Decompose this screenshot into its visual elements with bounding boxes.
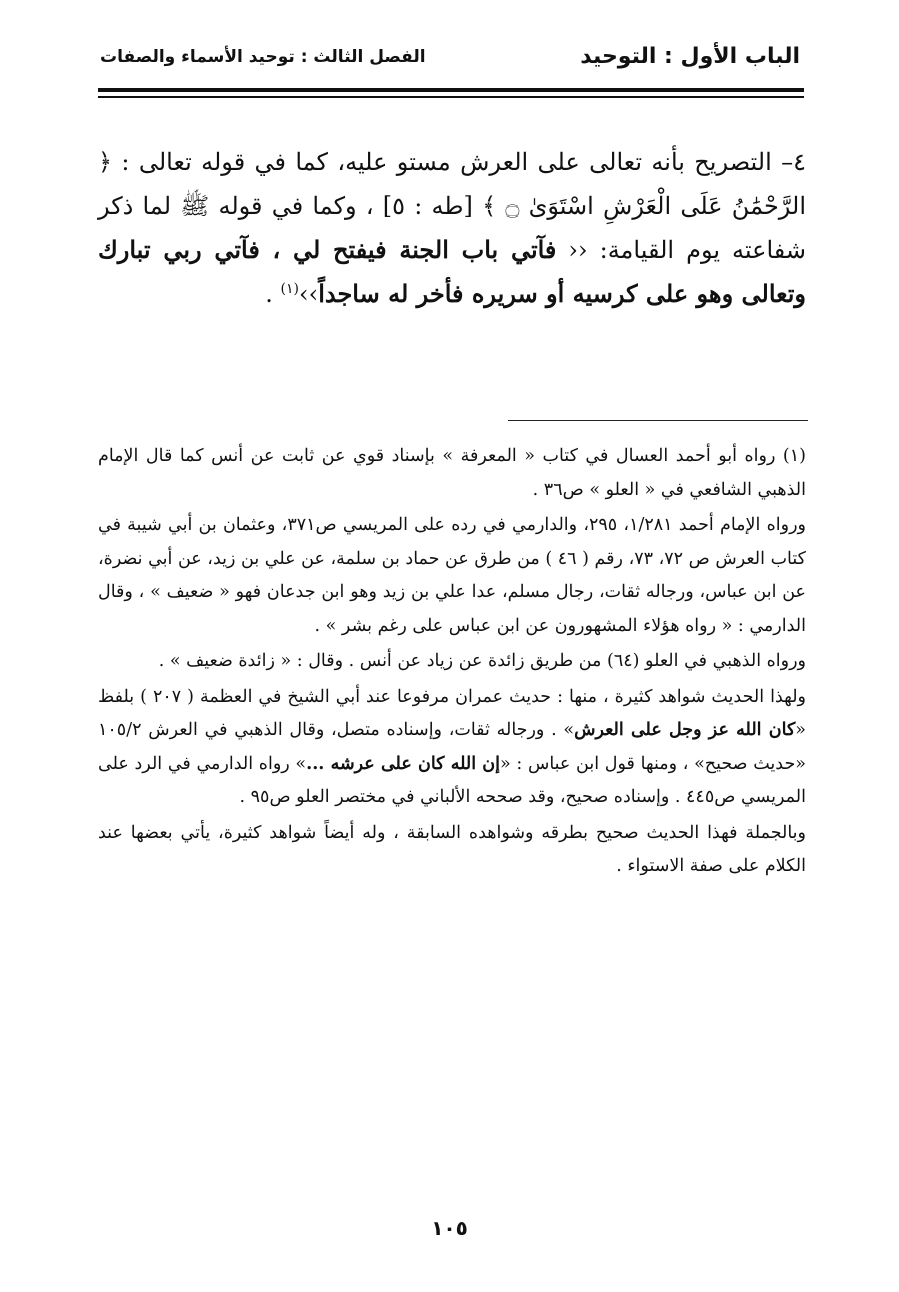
page-number: ١٠٥	[431, 1216, 468, 1240]
fn4-text-e: » رواه الدارمي في الرد على المريسي ص٤٤٥ . وإسناده صحيح، وقد صححه الألباني في مختصر العلو ص٩٥ .	[98, 753, 806, 807]
fn4-text-c: » . ورجاله ثقات، وإسناده متصل، وقال الذهبي في العرش ١٠٥/٢ «حديث صحيح» ، ومنها قول ابن عباس : «	[98, 720, 806, 774]
main-text-end: .	[265, 280, 281, 308]
footnote-paragraph-4	[98, 681, 806, 815]
hadith-quote: فآتي باب الجنة فيفتح لي ، فآتي ربي تبارك وتعالى وهو على كرسيه أو سريره فأخر له ساجداً	[98, 235, 806, 308]
header-rule-thick	[98, 88, 804, 92]
fn4-quote-2: إن الله كان على عرشه ...	[306, 753, 500, 774]
footnote-paragraph-5: وبالجملة فهذا الحديث صحيح بطرقه وشواهده السابقة ، وله أيضاً شواهد كثيرة، يأتي بعضها عند الكلام على صفة الاستواء .	[98, 822, 806, 876]
main-text	[98, 140, 806, 316]
footnote-separator	[508, 420, 808, 421]
main-paragraph	[98, 140, 806, 316]
section-title: الفصل الثالث : توحيد الأسماء والصفات	[100, 47, 426, 67]
main-text-intro: ٤– التصريح بأنه تعالى على العرش مستو عليه، كما في قوله تعالى : ﴿ الرَّحْمَٰنُ عَلَى الْعَرْشِ اسْتَوَىٰ ۝ ﴾ [طه : ٥] ، وكما في قوله ﷺ لما ذكر شفاعته يوم القيامة: ‹‹	[98, 148, 807, 264]
fn4-text-a: ولهذا الحديث شواهد كثيرة ، منها : حديث عمران مرفوعا عند أبي الشيخ في العظمة ( ٢٠٧ ) بلفظ «	[98, 686, 806, 740]
footnotes	[98, 440, 806, 886]
footnote-paragraph-1: (١) رواه أبو أحمد العسال في كتاب « المعرفة » بإسناد قوي عن ثابت عن أنس كما قال الإمام الذهبي الشافعي في « العلو » ص٣٦ .	[98, 446, 806, 500]
footnote-ref: (١)	[280, 281, 299, 297]
footnote-paragraph-3: ورواه الذهبي في العلو (٦٤) من طريق زائدة عن زياد عن أنس . وقال : « زائدة ضعيف » .	[158, 651, 806, 671]
footnote-paragraph-2: ورواه الإمام أحمد ١/٢٨١، ٢٩٥، والدارمي في رده على المريسي ص٣٧١، وعثمان بن أبي شيبة في كتاب العرش ص ٧٢، ٧٣، رقم ( ٤٦ ) من طرق عن حماد بن سلمة، عن علي بن زيد، عن أبي نضرة، عن ابن عباس، ورجاله ثقات، رجال مسلم، عدا علي بن زيد وهو ابن جدعان فهو « ضعيف » ، وقال الدارمي : « رواه هؤلاء المشهورون عن ابن عباس على رغم بشر » .	[98, 515, 806, 636]
chapter-title: الباب الأول : التوحيد	[580, 44, 800, 69]
running-header	[100, 38, 800, 78]
quote-close: ››	[299, 280, 319, 308]
header-rule-thin	[98, 96, 804, 98]
fn4-quote-1: كان الله عز وجل على العرش	[574, 720, 796, 740]
